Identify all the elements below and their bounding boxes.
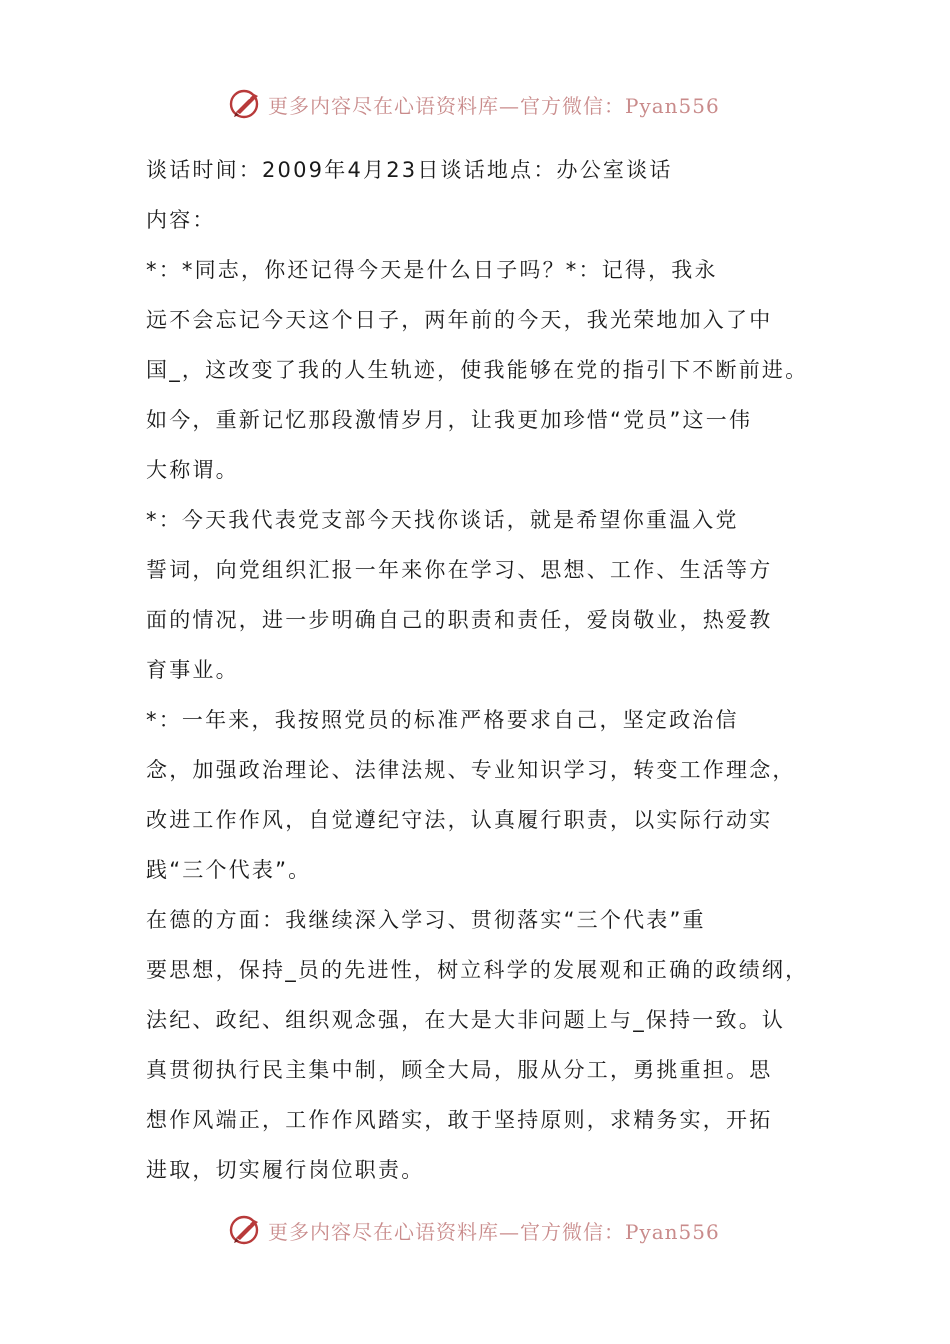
paragraph-line: 大称谓。 xyxy=(146,458,239,482)
paragraph-line: 国_，这改变了我的人生轨迹，使我能够在党的指引下不断前进。 xyxy=(146,358,809,382)
document-body xyxy=(146,145,809,1195)
pen-logo-icon xyxy=(228,1212,264,1248)
paragraph-line: *：一年来，我按照党员的标准严格要求自己，坚定政治信 xyxy=(146,708,739,732)
header-watermark xyxy=(228,84,720,124)
paragraph-line: 远不会忘记今天这个日子，两年前的今天，我光荣地加入了中 xyxy=(146,308,773,332)
paragraph-line: 誓词，向党组织汇报一年来你在学习、思想、工作、生活等方 xyxy=(146,558,773,582)
paragraph-line: 进取，切实履行岗位职责。 xyxy=(146,1158,425,1182)
paragraph-line: *：*同志，你还记得今天是什么日子吗？*：记得，我永 xyxy=(146,258,718,282)
paragraph-line: *：今天我代表党支部今天找你谈话，就是希望你重温入党 xyxy=(146,508,739,532)
watermark-text: 更多内容尽在心语资料库—官方微信：Pyan556 xyxy=(268,93,720,118)
pen-logo-icon xyxy=(228,86,264,122)
paragraph-line: 践“三个代表”。 xyxy=(146,858,312,882)
paragraph-line: 念，加强政治理论、法律法规、专业知识学习，转变工作理念， xyxy=(146,758,796,782)
paragraph-line: 面的情况，进一步明确自己的职责和责任，爱岗敬业，热爱教 xyxy=(146,608,773,632)
paragraph-line: 法纪、政纪、组织观念强，在大是大非问题上与_保持一致。认 xyxy=(146,1008,786,1032)
paragraph-line: 要思想，保持_员的先进性，树立科学的发展观和正确的政绩纲， xyxy=(146,958,809,982)
paragraph-line: 育事业。 xyxy=(146,658,239,682)
footer-watermark xyxy=(228,1210,720,1250)
talk-time-line: 谈话时间：2009年4月23日谈话地点：办公室谈话 xyxy=(146,158,673,182)
paragraph-line: 改进工作作风，自觉遵纪守法，认真履行职责，以实际行动实 xyxy=(146,808,773,832)
paragraph-line: 真贯彻执行民主集中制，顾全大局，服从分工，勇挑重担。思 xyxy=(146,1058,773,1082)
content-label: 内容： xyxy=(146,208,216,232)
paragraph-line: 在德的方面：我继续深入学习、贯彻落实“三个代表”重 xyxy=(146,908,706,932)
watermark-text: 更多内容尽在心语资料库—官方微信：Pyan556 xyxy=(268,1219,720,1244)
paragraph-line: 想作风端正，工作作风踏实，敢于坚持原则，求精务实，开拓 xyxy=(146,1108,773,1132)
paragraph-line: 如今，重新记忆那段激情岁月，让我更加珍惜“党员”这一伟 xyxy=(146,408,753,432)
